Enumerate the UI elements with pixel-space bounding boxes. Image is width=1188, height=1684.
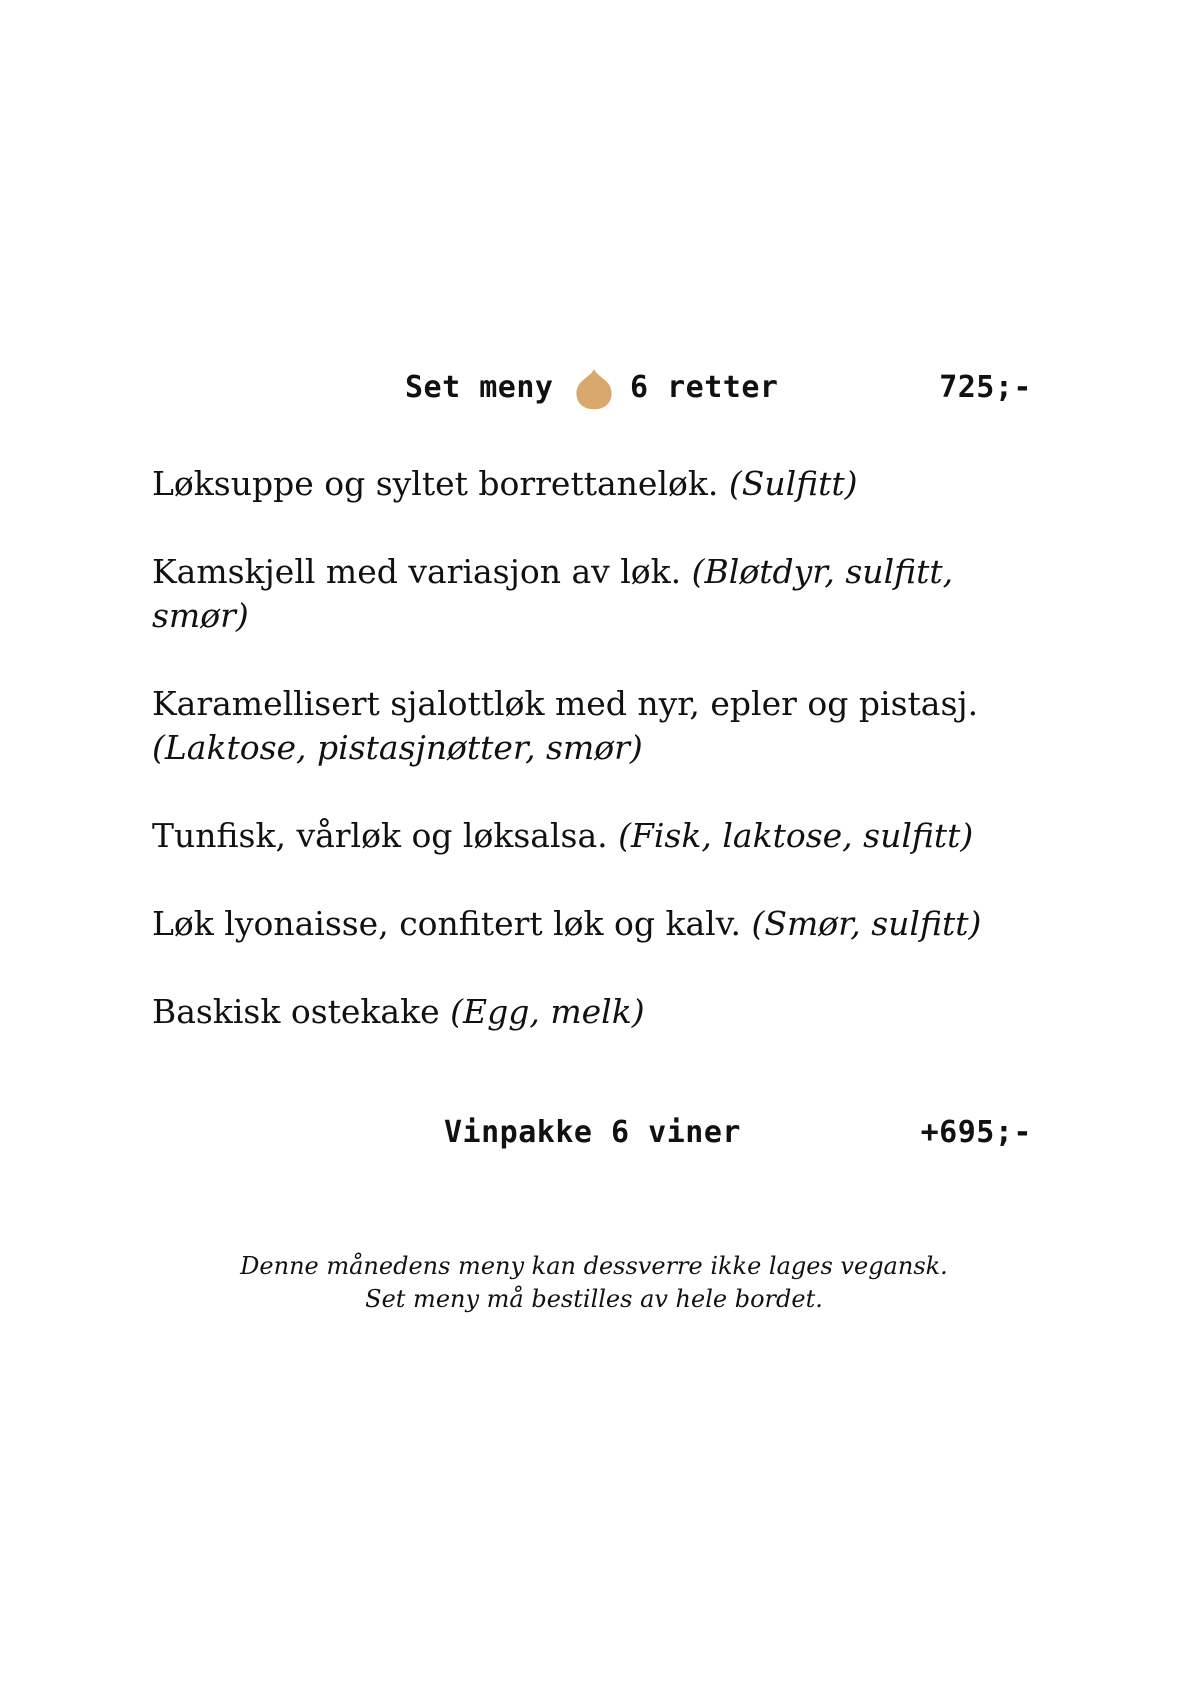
dish-item: [152, 990, 1052, 1034]
dish-name: Løksuppe og syltet borrettaneløk.: [152, 464, 719, 503]
dish-item: [152, 902, 1052, 946]
dish-name: Baskisk ostekake: [152, 992, 440, 1031]
dish-allergens: (Sulfitt): [728, 464, 858, 503]
dish-allergens: (Bløtdyr, sulfitt, smør): [152, 552, 954, 635]
dish-item: [152, 550, 1052, 638]
dish-name: Tunfisk, vårløk og løksalsa.: [152, 816, 608, 855]
dish-allergens: (Smør, sulfitt): [751, 904, 982, 943]
course-count: 6 retter: [630, 370, 779, 405]
wine-package-label: Vinpakke 6 viner: [444, 1115, 741, 1150]
dish-allergens: (Egg, melk): [450, 992, 645, 1031]
wine-package: [0, 1113, 1188, 1153]
dish-name: Løk lyonaisse, confitert løk og kalv.: [152, 904, 741, 943]
footnote-line: Set meny må bestilles av hele bordet.: [365, 1285, 823, 1313]
dish-item: [152, 814, 1052, 858]
set-menu-header: [0, 368, 1188, 408]
dish-allergens: (Fisk, laktose, sulfitt): [618, 816, 974, 855]
dish-item: [152, 462, 1052, 506]
onion-icon: [574, 368, 614, 410]
dish-item: [152, 682, 1052, 770]
dish-name: Karamellisert sjalottløk med nyr, epler og pistasj.: [152, 684, 979, 723]
wine-package-price: +695;-: [920, 1115, 1032, 1150]
set-menu-title: Set meny: [405, 370, 554, 405]
footnote-line: Denne månedens meny kan dessverre ikke lages vegansk.: [240, 1252, 948, 1280]
menu-footnote: [0, 1250, 1188, 1316]
dish-name: Kamskjell med variasjon av løk.: [152, 552, 682, 591]
dish-list: [152, 462, 1052, 1078]
set-menu-price: 725;-: [939, 370, 1032, 405]
dish-allergens: (Laktose, pistasjnøtter, smør): [152, 728, 643, 767]
